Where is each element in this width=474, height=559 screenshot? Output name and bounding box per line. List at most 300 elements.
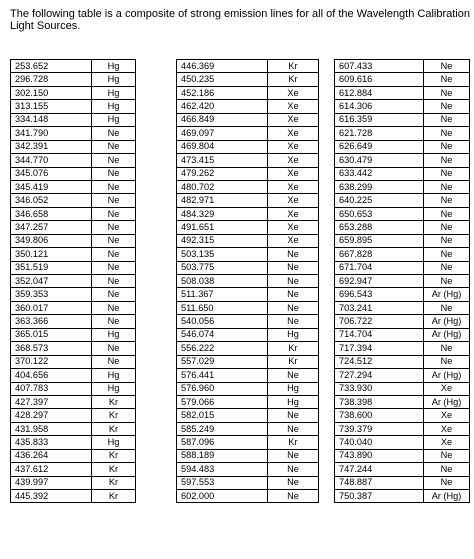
element-cell: Ne — [92, 207, 136, 220]
wavelength-cell: 706.722 — [335, 315, 424, 328]
wavelength-cell: 351.519 — [11, 261, 92, 274]
element-cell: Ne — [92, 275, 136, 288]
emission-table-3 — [334, 59, 470, 503]
wavelength-cell: 640.225 — [335, 194, 424, 207]
wavelength-cell: 445.392 — [11, 490, 92, 503]
table-row — [177, 328, 319, 341]
element-cell: Hg — [92, 328, 136, 341]
wavelength-cell: 491.651 — [177, 221, 268, 234]
element-cell: Kr — [268, 436, 319, 449]
table-row — [11, 207, 136, 220]
element-cell: Kr — [92, 463, 136, 476]
table-row — [11, 261, 136, 274]
element-cell: Hg — [92, 369, 136, 382]
wavelength-cell: 602.000 — [177, 490, 268, 503]
element-cell: Xe — [268, 140, 319, 153]
wavelength-cell: 511.650 — [177, 301, 268, 314]
wavelength-cell: 597.553 — [177, 476, 268, 489]
element-cell: Ar (Hg) — [424, 315, 470, 328]
table-row — [177, 395, 319, 408]
table-row — [335, 490, 470, 503]
element-cell: Ne — [424, 167, 470, 180]
element-cell: Ne — [268, 422, 319, 435]
table-row — [335, 275, 470, 288]
wavelength-cell: 692.947 — [335, 275, 424, 288]
table-row — [11, 127, 136, 140]
table-row — [335, 315, 470, 328]
table-row — [335, 194, 470, 207]
element-cell: Xe — [268, 100, 319, 113]
table-row — [177, 207, 319, 220]
element-cell: Hg — [268, 328, 319, 341]
element-cell: Kr — [268, 355, 319, 368]
element-cell: Ne — [92, 355, 136, 368]
wavelength-cell: 352.047 — [11, 275, 92, 288]
table-row — [177, 449, 319, 462]
element-cell: Ne — [268, 261, 319, 274]
element-cell: Ne — [92, 315, 136, 328]
table-row — [11, 463, 136, 476]
element-cell: Ne — [268, 248, 319, 261]
table-row — [335, 180, 470, 193]
element-cell: Ne — [424, 449, 470, 462]
element-cell: Ne — [268, 490, 319, 503]
element-cell: Ne — [424, 355, 470, 368]
element-cell: Ne — [92, 154, 136, 167]
table-row — [177, 180, 319, 193]
wavelength-cell: 650.653 — [335, 207, 424, 220]
wavelength-cell: 630.479 — [335, 154, 424, 167]
wavelength-cell: 365.015 — [11, 328, 92, 341]
table-row — [335, 409, 470, 422]
table-row — [177, 86, 319, 99]
intro-text — [10, 8, 470, 32]
wavelength-cell: 738.398 — [335, 395, 424, 408]
table-row — [335, 449, 470, 462]
wavelength-cell: 588.189 — [177, 449, 268, 462]
element-cell: Ne — [92, 127, 136, 140]
table-row — [177, 261, 319, 274]
element-cell: Hg — [268, 382, 319, 395]
table-row — [11, 342, 136, 355]
wavelength-cell: 703.241 — [335, 301, 424, 314]
wavelength-cell: 407.783 — [11, 382, 92, 395]
wavelength-cell: 696.543 — [335, 288, 424, 301]
element-cell: Xe — [268, 180, 319, 193]
table-row — [335, 463, 470, 476]
table-row — [177, 288, 319, 301]
element-cell: Ne — [424, 248, 470, 261]
element-cell: Ne — [424, 301, 470, 314]
table-row — [335, 127, 470, 140]
wavelength-cell: 473.415 — [177, 154, 268, 167]
wavelength-cell: 739.379 — [335, 422, 424, 435]
table-row — [335, 86, 470, 99]
table-row — [335, 301, 470, 314]
element-cell: Ne — [92, 221, 136, 234]
wavelength-cell: 740.040 — [335, 436, 424, 449]
table-row — [11, 73, 136, 86]
element-cell: Ne — [424, 100, 470, 113]
table-row — [177, 342, 319, 355]
element-cell: Xe — [424, 382, 470, 395]
wavelength-cell: 437.612 — [11, 463, 92, 476]
table-row — [335, 422, 470, 435]
element-cell: Ne — [92, 234, 136, 247]
table-row — [177, 436, 319, 449]
table-row — [335, 207, 470, 220]
table-row — [177, 490, 319, 503]
wavelength-cell: 508.038 — [177, 275, 268, 288]
table-row — [11, 248, 136, 261]
table-row — [177, 167, 319, 180]
table-row — [177, 194, 319, 207]
wavelength-cell: 404.656 — [11, 369, 92, 382]
element-cell: Hg — [92, 73, 136, 86]
wavelength-cell: 492.315 — [177, 234, 268, 247]
table-row — [335, 288, 470, 301]
wavelength-cell: 359.353 — [11, 288, 92, 301]
element-cell: Hg — [92, 436, 136, 449]
element-cell: Ne — [268, 449, 319, 462]
wavelength-cell: 469.097 — [177, 127, 268, 140]
table-row — [11, 422, 136, 435]
element-cell: Xe — [268, 86, 319, 99]
table-row — [11, 60, 136, 73]
wavelength-cell: 626.649 — [335, 140, 424, 153]
wavelength-cell: 638.299 — [335, 180, 424, 193]
table-row — [177, 315, 319, 328]
wavelength-cell: 607.433 — [335, 60, 424, 73]
wavelength-cell: 714.704 — [335, 328, 424, 341]
wavelength-cell: 427.397 — [11, 395, 92, 408]
table-row — [177, 221, 319, 234]
element-cell: Ne — [268, 315, 319, 328]
element-cell: Ne — [92, 261, 136, 274]
intro-line-2: Light Sources. — [10, 20, 81, 32]
table-row — [11, 409, 136, 422]
wavelength-cell: 450.235 — [177, 73, 268, 86]
table-row — [11, 355, 136, 368]
element-cell: Ar (Hg) — [424, 395, 470, 408]
element-cell: Ne — [424, 127, 470, 140]
element-cell: Ne — [424, 476, 470, 489]
wavelength-cell: 546.074 — [177, 328, 268, 341]
table-row — [177, 100, 319, 113]
wavelength-cell: 503.135 — [177, 248, 268, 261]
wavelength-cell: 724.512 — [335, 355, 424, 368]
table-row — [11, 194, 136, 207]
table-row — [177, 422, 319, 435]
table-row — [177, 140, 319, 153]
wavelength-cell: 296.728 — [11, 73, 92, 86]
wavelength-cell: 748.887 — [335, 476, 424, 489]
table-row — [335, 221, 470, 234]
wavelength-cell: 428.297 — [11, 409, 92, 422]
wavelength-cell: 576.960 — [177, 382, 268, 395]
element-cell: Ne — [424, 221, 470, 234]
wavelength-cell: 349.806 — [11, 234, 92, 247]
table-row — [177, 382, 319, 395]
element-cell: Xe — [268, 154, 319, 167]
wavelength-cell: 503.775 — [177, 261, 268, 274]
wavelength-cell: 479.262 — [177, 167, 268, 180]
element-cell: Xe — [268, 113, 319, 126]
wavelength-cell: 334.148 — [11, 113, 92, 126]
wavelength-cell: 446.369 — [177, 60, 268, 73]
element-cell: Kr — [92, 476, 136, 489]
wavelength-cell: 370.122 — [11, 355, 92, 368]
element-cell: Hg — [92, 382, 136, 395]
element-cell: Ne — [92, 180, 136, 193]
element-cell: Ne — [92, 194, 136, 207]
table-row — [335, 355, 470, 368]
table-row — [177, 154, 319, 167]
table-row — [335, 248, 470, 261]
element-cell: Kr — [268, 60, 319, 73]
wavelength-cell: 452.186 — [177, 86, 268, 99]
wavelength-cell: 346.658 — [11, 207, 92, 220]
wavelength-cell: 609.616 — [335, 73, 424, 86]
element-cell: Ne — [268, 288, 319, 301]
wavelength-cell: 511.367 — [177, 288, 268, 301]
table-row — [335, 167, 470, 180]
intro-line-1: The following table is a composite of strong emission lines for all of the Wavelength Calibration — [10, 8, 470, 20]
emission-table-1 — [10, 59, 136, 503]
element-cell: Ne — [268, 463, 319, 476]
element-cell: Ne — [268, 301, 319, 314]
wavelength-cell: 482.971 — [177, 194, 268, 207]
element-cell: Xe — [424, 436, 470, 449]
element-cell: Hg — [92, 86, 136, 99]
table-row — [177, 60, 319, 73]
element-cell: Ar (Hg) — [424, 369, 470, 382]
table-row — [11, 449, 136, 462]
table-row — [11, 167, 136, 180]
element-cell: Xe — [268, 167, 319, 180]
element-cell: Kr — [268, 73, 319, 86]
table-row — [335, 476, 470, 489]
element-cell: Ne — [424, 234, 470, 247]
table-row — [11, 140, 136, 153]
wavelength-cell: 743.890 — [335, 449, 424, 462]
element-cell: Ar (Hg) — [424, 288, 470, 301]
element-cell: Ne — [92, 342, 136, 355]
wavelength-cell: 302.150 — [11, 86, 92, 99]
wavelength-cell: 616.359 — [335, 113, 424, 126]
table-row — [11, 436, 136, 449]
table-row — [11, 382, 136, 395]
table-row — [335, 60, 470, 73]
table-row — [177, 409, 319, 422]
table-row — [11, 221, 136, 234]
table-row — [11, 275, 136, 288]
wavelength-cell: 727.294 — [335, 369, 424, 382]
wavelength-cell: 582.015 — [177, 409, 268, 422]
wavelength-cell: 484.329 — [177, 207, 268, 220]
element-cell: Hg — [92, 113, 136, 126]
table-row — [11, 113, 136, 126]
wavelength-cell: 342.391 — [11, 140, 92, 153]
table-row — [177, 463, 319, 476]
table-row — [11, 288, 136, 301]
wavelength-cell: 621.728 — [335, 127, 424, 140]
table-row — [335, 342, 470, 355]
element-cell: Ar (Hg) — [424, 490, 470, 503]
table-row — [335, 234, 470, 247]
element-cell: Ne — [424, 194, 470, 207]
element-cell: Xe — [268, 221, 319, 234]
wavelength-cell: 747.244 — [335, 463, 424, 476]
element-cell: Hg — [268, 395, 319, 408]
element-cell: Ne — [92, 167, 136, 180]
table-row — [335, 369, 470, 382]
table-row — [11, 301, 136, 314]
wavelength-cell: 341.790 — [11, 127, 92, 140]
table-row — [11, 154, 136, 167]
emission-table-2 — [176, 59, 319, 503]
table-row — [11, 395, 136, 408]
element-cell: Kr — [92, 395, 136, 408]
table-row — [177, 355, 319, 368]
element-cell: Xe — [268, 207, 319, 220]
wavelength-cell: 360.017 — [11, 301, 92, 314]
element-cell: Kr — [92, 490, 136, 503]
wavelength-cell: 346.052 — [11, 194, 92, 207]
element-cell: Ne — [92, 140, 136, 153]
element-cell: Ne — [424, 154, 470, 167]
wavelength-cell: 344.770 — [11, 154, 92, 167]
table-row — [177, 113, 319, 126]
wavelength-cell: 738.600 — [335, 409, 424, 422]
element-cell: Ne — [424, 60, 470, 73]
element-cell: Xe — [424, 409, 470, 422]
element-cell: Kr — [268, 342, 319, 355]
table-row — [11, 180, 136, 193]
table-row — [335, 436, 470, 449]
wavelength-cell: 556.222 — [177, 342, 268, 355]
table-row — [11, 328, 136, 341]
table-row — [11, 369, 136, 382]
element-cell: Ne — [424, 73, 470, 86]
table-row — [177, 248, 319, 261]
table-row — [177, 301, 319, 314]
table-row — [335, 100, 470, 113]
table-row — [177, 275, 319, 288]
wavelength-cell: 436.264 — [11, 449, 92, 462]
element-cell: Hg — [92, 60, 136, 73]
wavelength-cell: 345.076 — [11, 167, 92, 180]
element-cell: Ne — [424, 207, 470, 220]
table-row — [177, 476, 319, 489]
wavelength-cell: 347.257 — [11, 221, 92, 234]
element-cell: Ne — [424, 463, 470, 476]
element-cell: Ne — [268, 409, 319, 422]
element-cell: Ne — [92, 301, 136, 314]
element-cell: Kr — [92, 449, 136, 462]
element-cell: Ne — [424, 342, 470, 355]
wavelength-cell: 253.652 — [11, 60, 92, 73]
element-cell: Kr — [92, 409, 136, 422]
element-cell: Xe — [424, 422, 470, 435]
table-row — [335, 154, 470, 167]
table-row — [335, 113, 470, 126]
table-row — [335, 328, 470, 341]
wavelength-cell: 345.419 — [11, 180, 92, 193]
wavelength-cell: 350.121 — [11, 248, 92, 261]
table-row — [335, 382, 470, 395]
element-cell: Ne — [268, 476, 319, 489]
table-row — [335, 395, 470, 408]
table-row — [11, 490, 136, 503]
element-cell: Ne — [268, 275, 319, 288]
wavelength-cell: 671.704 — [335, 261, 424, 274]
wavelength-cell: 579.066 — [177, 395, 268, 408]
wavelength-cell: 587.096 — [177, 436, 268, 449]
wavelength-cell: 659.895 — [335, 234, 424, 247]
element-cell: Ne — [424, 261, 470, 274]
element-cell: Ne — [424, 140, 470, 153]
wavelength-cell: 313.155 — [11, 100, 92, 113]
element-cell: Ne — [424, 86, 470, 99]
wavelength-cell: 480.702 — [177, 180, 268, 193]
wavelength-cell: 431.958 — [11, 422, 92, 435]
wavelength-cell: 594.483 — [177, 463, 268, 476]
element-cell: Hg — [92, 100, 136, 113]
wavelength-cell: 585.249 — [177, 422, 268, 435]
element-cell: Kr — [92, 422, 136, 435]
element-cell: Ne — [92, 248, 136, 261]
element-cell: Ne — [424, 275, 470, 288]
element-cell: Ne — [268, 369, 319, 382]
wavelength-cell: 368.573 — [11, 342, 92, 355]
table-row — [11, 234, 136, 247]
table-row — [11, 476, 136, 489]
wavelength-cell: 469.804 — [177, 140, 268, 153]
wavelength-cell: 614.306 — [335, 100, 424, 113]
wavelength-cell: 733.930 — [335, 382, 424, 395]
wavelength-cell: 667.828 — [335, 248, 424, 261]
wavelength-cell: 540.056 — [177, 315, 268, 328]
table-row — [335, 73, 470, 86]
table-row — [11, 315, 136, 328]
element-cell: Xe — [268, 194, 319, 207]
wavelength-cell: 612.884 — [335, 86, 424, 99]
wavelength-cell: 557.029 — [177, 355, 268, 368]
wavelength-cell: 466.849 — [177, 113, 268, 126]
wavelength-cell: 717.394 — [335, 342, 424, 355]
wavelength-cell: 462.420 — [177, 100, 268, 113]
element-cell: Xe — [268, 234, 319, 247]
table-row — [177, 73, 319, 86]
table-row — [11, 100, 136, 113]
wavelength-cell: 435.833 — [11, 436, 92, 449]
table-row — [177, 127, 319, 140]
element-cell: Xe — [268, 127, 319, 140]
wavelength-cell: 653.288 — [335, 221, 424, 234]
element-cell: Ne — [424, 113, 470, 126]
wavelength-cell: 576.441 — [177, 369, 268, 382]
table-row — [335, 140, 470, 153]
element-cell: Ne — [424, 180, 470, 193]
wavelength-cell: 363.366 — [11, 315, 92, 328]
table-row — [177, 234, 319, 247]
wavelength-cell: 439.997 — [11, 476, 92, 489]
wavelength-cell: 633.442 — [335, 167, 424, 180]
element-cell: Ar (Hg) — [424, 328, 470, 341]
table-row — [335, 261, 470, 274]
table-row — [177, 369, 319, 382]
